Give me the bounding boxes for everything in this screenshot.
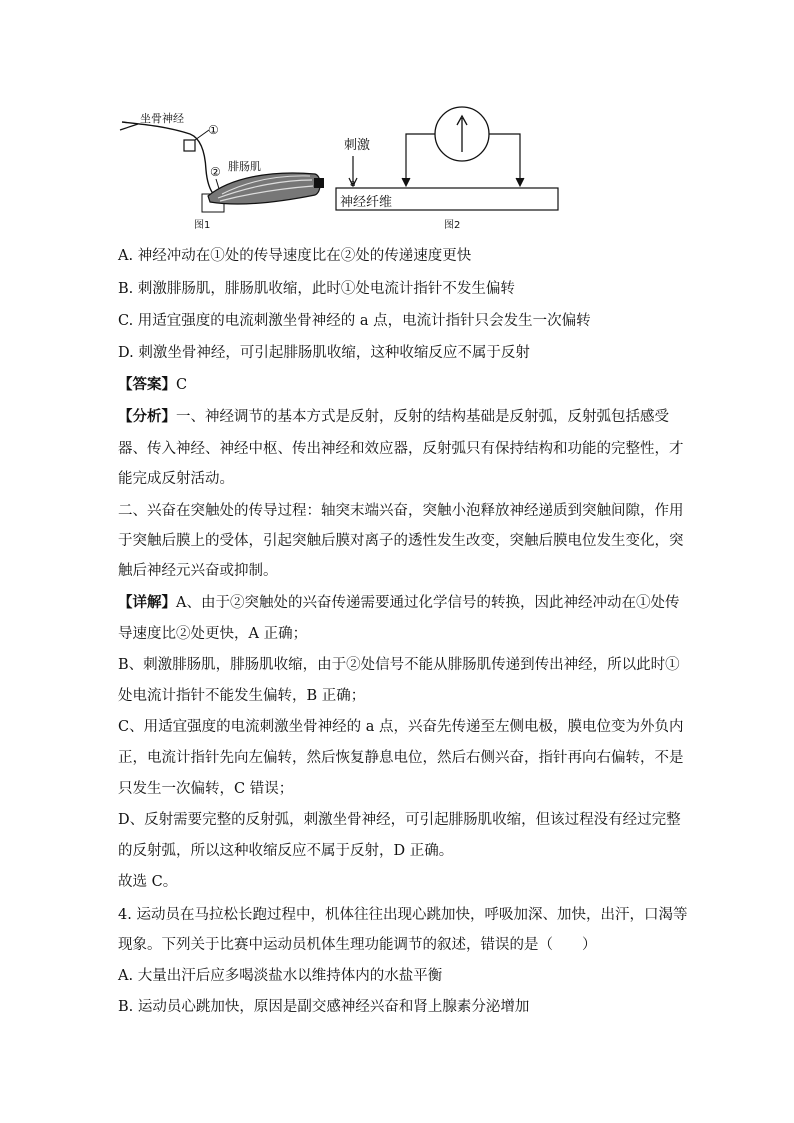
analysis-line-0 [118,407,678,427]
analysis-line-1: 器、传入神经、神经中枢、传出神经和效应器，反射弧只有保持结构和功能的完整性，才 [118,441,684,457]
option-a: A. 神经冲动在①处的传导速度比在②处的传递速度更快 [118,248,472,264]
option-c: C. 用适宜强度的电流刺激坐骨神经的 a 点，电流计指针只会发生一次偏转 [118,313,591,329]
option-d: D. 刺激坐骨神经，可引起腓肠肌收缩，这种收缩反应不属于反射 [118,345,530,361]
detail-tag: 【详解】 [118,594,176,611]
detail-text: A、由于②突触处的兴奋传递需要通过化学信号的转换，因此神经冲动在①处传 [176,595,680,611]
answer-line [118,375,678,395]
detail-line-1: 导速度比②处更快，A 正确； [118,626,308,642]
nerve-branch [120,124,138,130]
figure2-caption: 图2 [444,220,461,231]
answer-value: C [176,377,188,393]
question4-option-a: A. 大量出汗后应多喝淡盐水以维持体内的水盐平衡 [118,968,443,984]
sciatic-nerve-line [122,122,214,195]
question4-stem-1: 现象。下列关于比赛中运动员机体生理功能调节的叙述，错误的是（ ） [118,937,597,953]
analysis-line-2: 能完成反射活动。 [118,471,234,487]
analysis-line-4: 于突触后膜上的受体，引起突触后膜对离子的透性发生改变，突触后膜电位发生变化，突 [118,533,684,549]
figure2 [336,107,558,231]
figure1-caption: 图1 [194,220,211,231]
question4-stem-0: 4. 运动员在马拉松长跑过程中，机体往往出现心跳加快，呼吸加深、加快，出汗，口渴等 [118,907,688,923]
electrode-box [184,140,195,151]
right-electrode-wire [489,134,520,184]
figure1 [120,111,324,231]
left-electrode-wire [406,134,435,184]
point-a-label: a [350,179,356,189]
marker2-label: ② [210,165,221,179]
figure-svg [110,100,570,235]
detail-line-4: C、用适宜强度的电流刺激坐骨神经的 a 点，兴奋先传递至左侧电极，膜电位变为外负内 [118,719,684,735]
stimulus-label: 刺激 [344,138,371,153]
analysis-text: 一、神经调节的基本方式是反射，反射的结构基础是反射弧，反射弧包括感受 [176,409,669,425]
marker1-leader [195,130,209,140]
question4-option-b: B. 运动员心跳加快，原因是副交感神经兴奋和肾上腺素分泌增加 [118,999,530,1015]
detail-line-5: 正，电流计指针先向左偏转，然后恢复静息电位，然后右侧兴奋，指针再向右偏转，不是 [118,750,684,766]
detail-line-2: B、刺激腓肠肌，腓肠肌收缩，由于②处信号不能从腓肠肌传递到传出神经，所以此时① [118,657,680,673]
analysis-line-5: 触后神经元兴奋或抑制。 [118,563,278,579]
marker1-label: ① [208,123,219,137]
detail-line-8: 的反射弧，所以这种收缩反应不属于反射，D 正确。 [118,843,454,859]
detail-line-3: 处电流计指针不能发生偏转，B 正确； [118,688,366,704]
detail-line-6: 只发生一次偏转，C 错误； [118,781,294,797]
muscle-label: 腓肠肌 [228,160,261,173]
tendon [314,178,324,188]
nerve-fiber-label: 神经纤维 [340,195,393,210]
figures-area [110,100,570,235]
analysis-line-3: 二、兴奋在突触处的传导过程：轴突末端兴奋，突触小泡释放神经递质到突触间隙，作用 [118,503,684,519]
answer-tag: 【答案】 [118,376,176,393]
sciatic-nerve-label: 坐骨神经 [140,112,184,125]
conclusion: 故选 C。 [118,874,178,890]
detail-line-7: D、反射需要完整的反射弧，刺激坐骨神经，可引起腓肠肌收缩，但该过程没有经过完整 [118,812,681,828]
detail-line-0 [118,593,678,613]
left-electrode-arrow [402,178,410,186]
right-electrode-arrow [516,178,524,186]
analysis-tag: 【分析】 [118,408,176,425]
option-b: B. 刺激腓肠肌，腓肠肌收缩，此时①处电流计指针不发生偏转 [118,281,515,297]
